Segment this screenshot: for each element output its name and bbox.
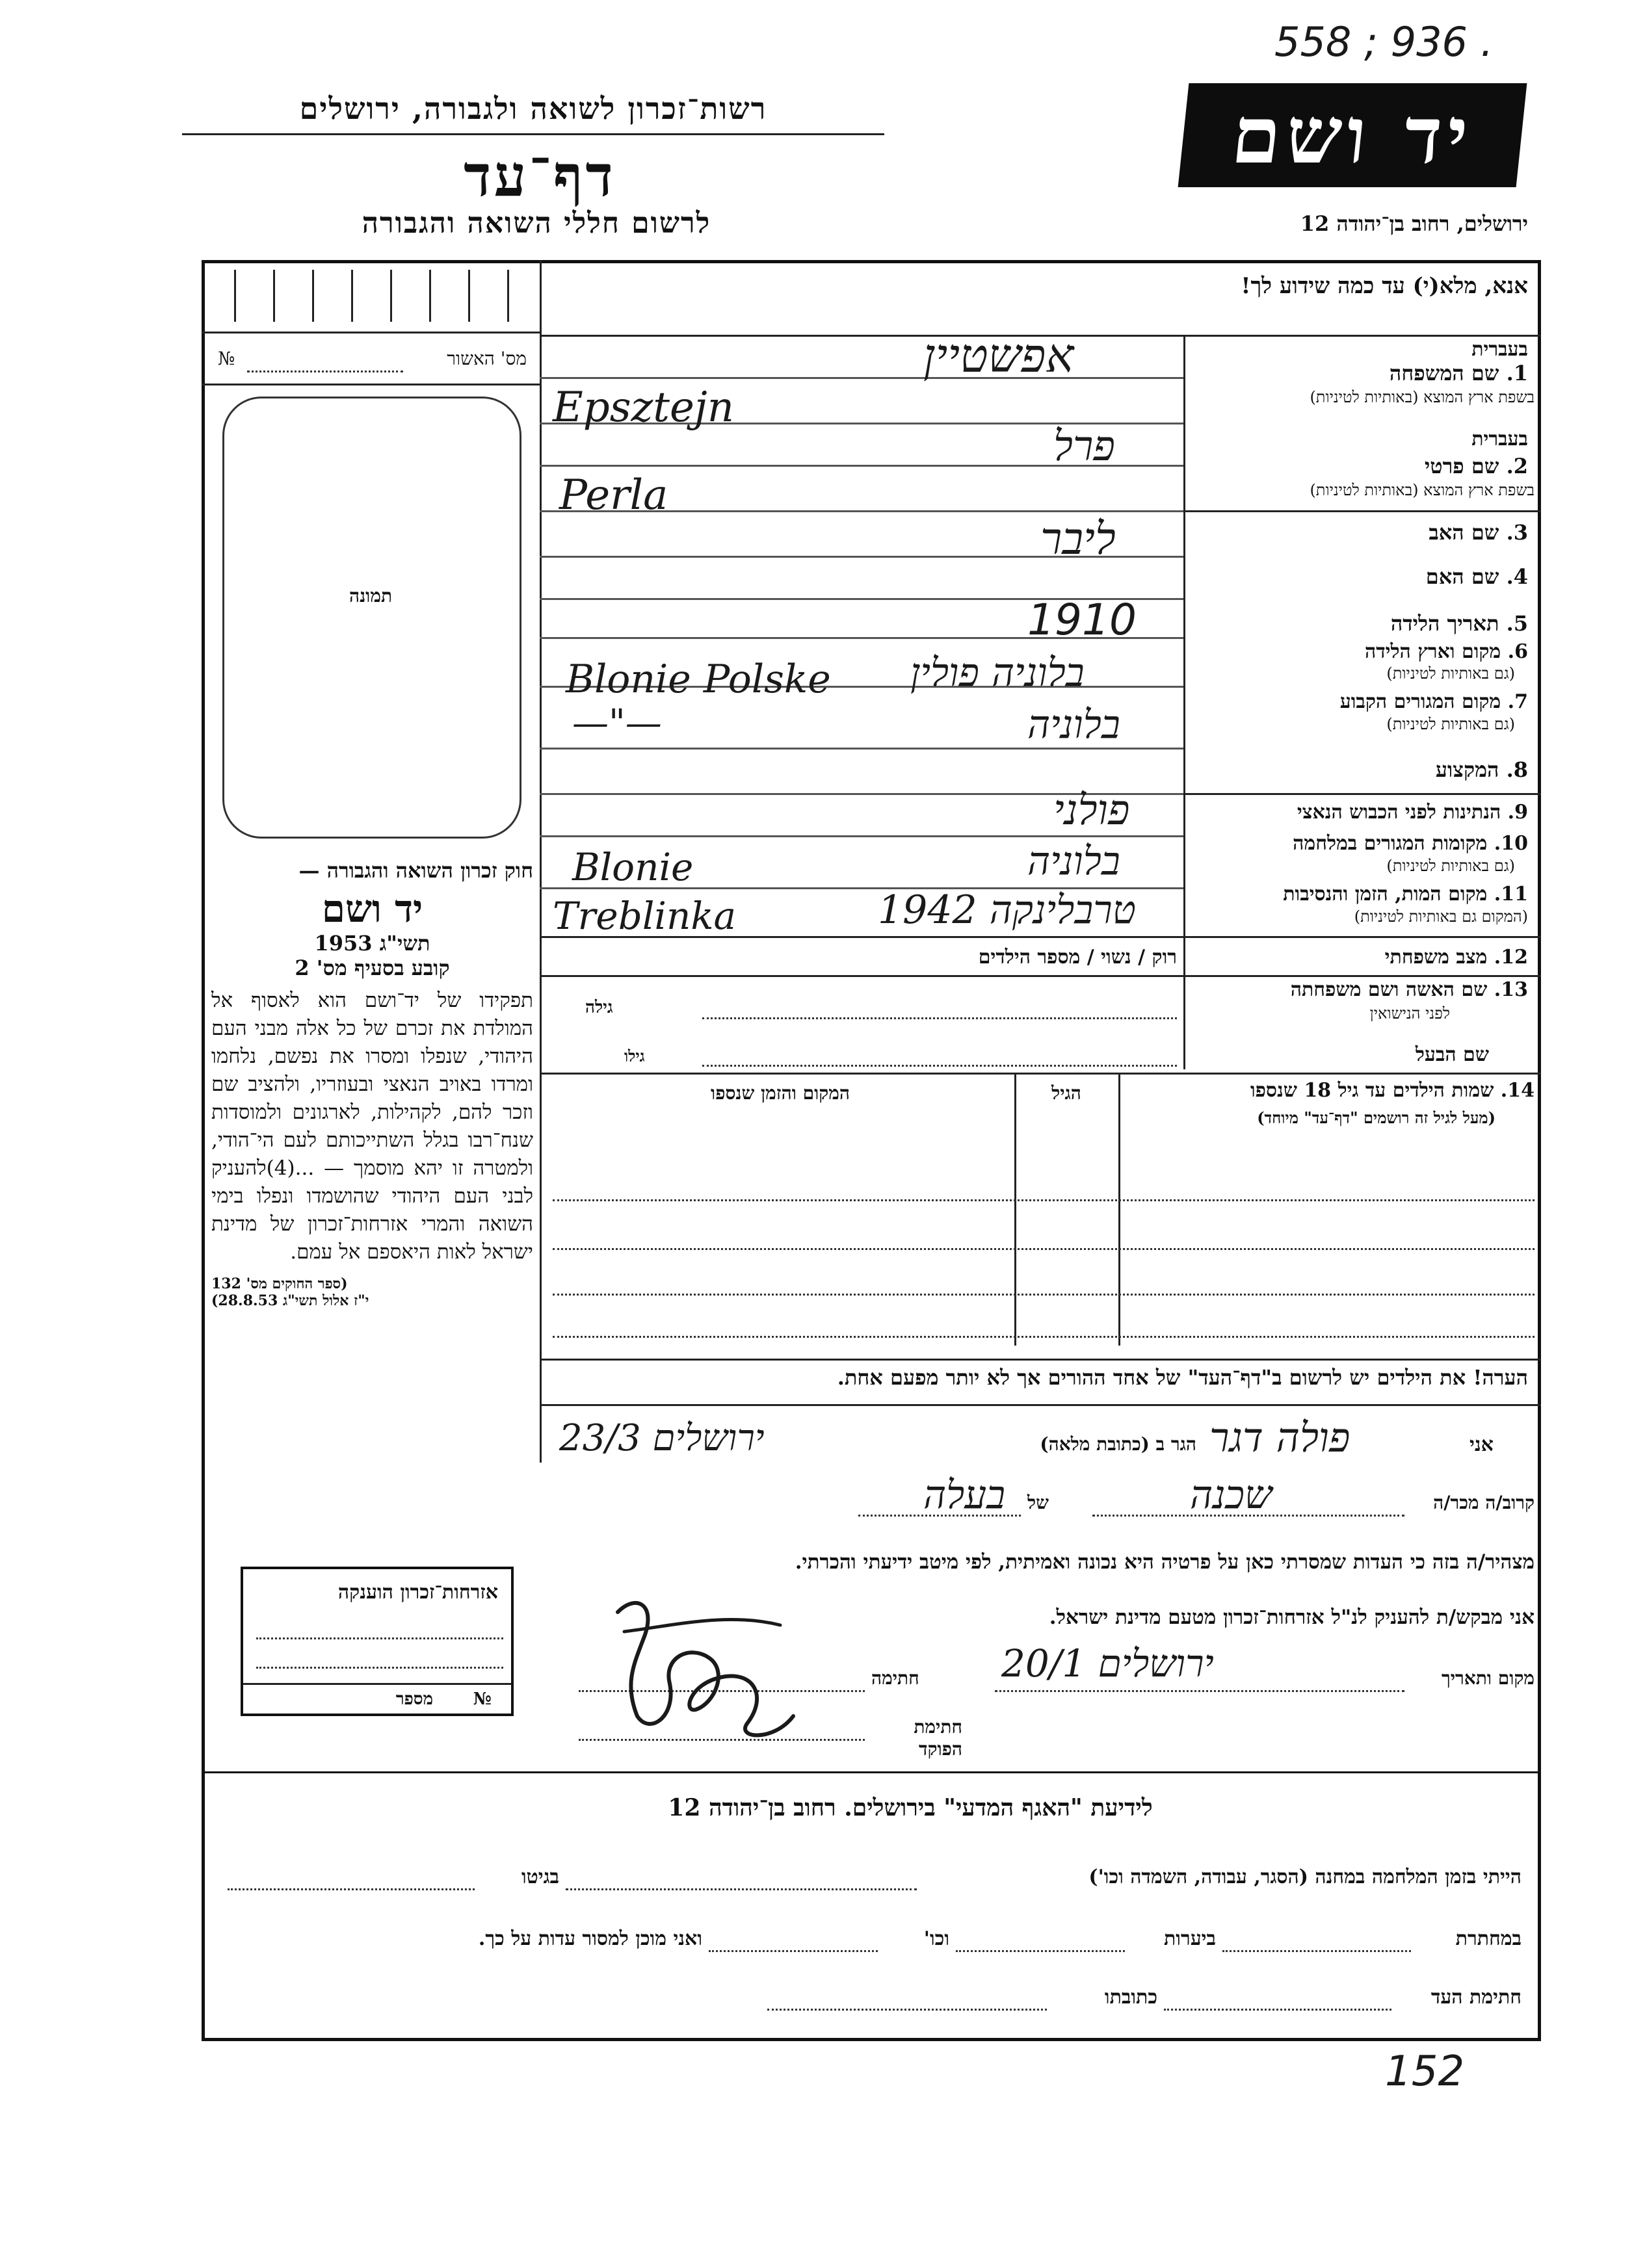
- field-10-label: 10. מקומות המגורים במלחמה: [1293, 832, 1528, 855]
- of-value: בעלה: [923, 1472, 1006, 1518]
- footer-ghetto-line: [228, 1888, 475, 1890]
- approval-no-sign: №: [218, 348, 235, 369]
- photo-label: תמונה: [349, 585, 393, 606]
- children-label: 14. שמות הילדים עד גיל 18 שנספו: [1250, 1079, 1535, 1102]
- children-bottom-rule: [540, 1359, 1541, 1361]
- citizenship-title: אזרחות־זכרון הוענקה: [337, 1581, 498, 1604]
- signature-scribble: [598, 1586, 819, 1755]
- footer-underground-line: [1222, 1950, 1411, 1952]
- declaration-of: של: [1027, 1492, 1049, 1513]
- wife-name-line: [702, 1017, 1177, 1019]
- reference-number: 558 ; 936 .: [1274, 18, 1494, 66]
- footer-willing-label: ואני מוכן למסור עדות על כך.: [478, 1927, 702, 1950]
- field-7-label: 7. מקום המגורים הקבוע: [1339, 690, 1528, 713]
- citizenship-no-sign: №: [473, 1689, 492, 1709]
- row-rule-13: [540, 1073, 1541, 1075]
- residence-hebrew-value: בלוניה: [1027, 702, 1120, 748]
- approval-label: מס' האשור: [447, 348, 527, 369]
- label-column-divider: [1183, 335, 1185, 1069]
- children-row-4: [553, 1336, 1535, 1338]
- citizenship-box: [241, 1567, 514, 1716]
- law-ref-1: (ספר החוקים מס' 132: [211, 1275, 348, 1292]
- footer-forests-line: [956, 1950, 1125, 1952]
- children-row-1: [553, 1199, 1535, 1201]
- children-sub: (מעל לגיל זה רושמים "דף־עד" מיוחד): [1257, 1108, 1496, 1127]
- field-2-label: 2. שם פרטי: [1424, 454, 1528, 478]
- death-place-latin-value: Treblinka: [553, 894, 737, 938]
- footer-underground-label: במחתרת: [1455, 1927, 1522, 1950]
- note-bottom-rule: [540, 1404, 1541, 1406]
- firstname-latin-value: Perla: [559, 471, 668, 519]
- children-note: הערה! את הילדים יש לרשום ב"דף־העד" של אחד ההורים אך לא יותר מפעם אחת.: [837, 1365, 1528, 1390]
- footer-etc-label: וכו': [923, 1927, 949, 1950]
- birthplace-hebrew-value: בלוניה פולין: [910, 650, 1085, 696]
- field-6-sub: (גם באותיות לטיניות): [1386, 664, 1515, 683]
- surname-latin-value: Epsztejn: [553, 384, 734, 432]
- address: ירושלים, רחוב בן־יהודה 12: [1300, 211, 1528, 236]
- wartime-residence-hebrew-value: בלוניה: [1027, 839, 1120, 884]
- declaration-i: אני: [1469, 1433, 1494, 1456]
- husband-name-line: [702, 1065, 1177, 1067]
- marital-status-options: רוק / נשוי / מספר הילדים: [978, 946, 1177, 969]
- children-row-3: [553, 1294, 1535, 1296]
- husband-label: שם הבעל: [1415, 1043, 1489, 1066]
- death-place-hebrew-value: טרבלינקה 1942: [878, 887, 1136, 933]
- citizenship-line-1: [256, 1637, 503, 1639]
- footer-camp-label: הייתי בזמן המלחמה במחנה (הסגר, עבודה, השמדה וכו'): [1088, 1866, 1522, 1888]
- father-name-value: ליבר: [1040, 514, 1116, 565]
- footer-witness-signature-label: חתימת העד: [1430, 1986, 1522, 2009]
- field-8-label: 8. המקצוע: [1435, 757, 1528, 782]
- label-rule-2: [1183, 510, 1541, 512]
- field-10-sub: (גם באותיות לטיניות): [1386, 857, 1515, 875]
- request-line: אנא, מלא(י) עד כמה שידוע לך!: [1241, 273, 1528, 299]
- residence-latin-value: —"—: [572, 702, 662, 744]
- footer-address-line: [767, 2009, 1047, 2011]
- children-age-header: הגיל: [1051, 1082, 1081, 1104]
- declaration-bottom-rule: [202, 1771, 1541, 1773]
- declarant-name-value: פולה דגר: [1209, 1414, 1351, 1461]
- header-rule: [182, 133, 884, 135]
- law-clause: קובע בסעיף מס' 2: [295, 956, 450, 980]
- law-body: תפקידו של יד־ושם הוא לאסוף אל המולדת את זכרם של כל אלה מבני העם היהודי, שנפלו ומסרו את נפשם, נלחמו ומרדו באויב הנאצי ובעוזריו, ולהציב שם וזכר להם, לקהילות, לארגונים ולמוסדות שנח־רבו בגלל השתייכותם לעם הי־הודי, ולמטרה זו יהא מוסמך — ...(4)להעניק לבני העם היהודי שהושמדו ונפלו בימי השואה והמרי אזרחות־זכרון של מדינת ישראל לאות היאספם אל עמם.: [211, 989, 533, 1264]
- photo-area: [222, 397, 521, 839]
- firstname-hebrew-value: פרל: [1053, 423, 1115, 471]
- declaration-relative: קרוב/ה מכר/ה: [1433, 1492, 1535, 1513]
- field-4-label: 4. שם האם: [1425, 564, 1528, 589]
- field-1-sub: בשפת ארץ המוצא (באותיות לטיניות): [1310, 388, 1535, 406]
- footer-address-label: כתובתו: [1104, 1986, 1157, 2009]
- birthplace-latin-value: Blonie Polske: [566, 657, 831, 702]
- footer-ghetto-label: בגיטו: [521, 1866, 559, 1888]
- field-7-sub: (גם באותיות לטיניות): [1386, 715, 1515, 733]
- law-ref-2: י"ז אלול תשי"ג 28.8.53): [211, 1292, 369, 1309]
- footer-etc-line: [709, 1950, 878, 1952]
- left-column-divider: [540, 260, 542, 1463]
- field-11-label: 11. מקום המות, הזמן והנסיבות: [1283, 883, 1528, 906]
- page-number: 152: [1385, 2048, 1465, 2096]
- children-row-2: [553, 1248, 1535, 1250]
- approval-top-rule: [202, 332, 540, 333]
- yad-vashem-logo: יד ושם: [1178, 83, 1527, 187]
- children-col-divider-1: [1014, 1073, 1016, 1346]
- children-place-header: המקום והזמן שנספו: [711, 1082, 850, 1104]
- field-5-label: 5. תאריך הלידה: [1390, 611, 1528, 636]
- approval-number-line: [247, 371, 403, 372]
- field-13-sub: לפני הנישואין: [1369, 1004, 1450, 1023]
- children-col-divider-2: [1118, 1073, 1120, 1346]
- footer-camp-line: [566, 1888, 917, 1890]
- birth-date-value: 1910: [1027, 595, 1137, 645]
- declaration-resides: הגר ב (כתובת מלאה): [1040, 1433, 1196, 1455]
- form-subtitle: לרשום חללי השואה והגבורה: [362, 207, 711, 240]
- line-1a: [540, 377, 1183, 379]
- wartime-residence-latin-value: Blonie: [572, 845, 694, 889]
- footer-witness-signature-line: [1164, 2009, 1391, 2011]
- surname-hebrew-value: אפשטיין: [923, 328, 1074, 383]
- field-1-heb-tag: בעברית: [1471, 338, 1528, 361]
- wife-age-label: גילה: [585, 998, 613, 1017]
- approval-bottom-rule: [202, 384, 540, 385]
- field-12-label: 12. מצב משפחתי: [1384, 946, 1528, 969]
- field-6-label: 6. מקום וארץ הלידה: [1364, 640, 1528, 663]
- signature-label: חתימה: [871, 1667, 919, 1689]
- field-2-heb-tag: בעברית: [1471, 428, 1528, 450]
- authority-line: רשות־זכרון לשואה ולגבורה, ירושלים: [299, 91, 767, 126]
- law-panel: [211, 858, 533, 1309]
- nationality-value: פולני: [1053, 787, 1130, 835]
- declarant-address-value: ירושלים 23/3: [559, 1417, 765, 1459]
- place-date-line: [995, 1690, 1404, 1692]
- line-9: [540, 835, 1183, 837]
- field-3-label: 3. שם האב: [1429, 520, 1528, 545]
- declaration-statement: מצהיר/ה בזה כי העדות שמסרתי כאן על פרטיה היא נכונה ואמיתית, לפי מיטב ידיעתי והכרתי.: [795, 1550, 1535, 1574]
- law-name: יד ושם: [321, 887, 423, 931]
- footer-title: לידיעת "האגף המדעי" בירושלים. רחוב בן־יהודה 12: [668, 1794, 1153, 1821]
- declaration-request: אני מבקש/ת להעניק לנ"ל אזרחות־זכרון מטעם מדינת ישראל.: [1049, 1606, 1535, 1629]
- filing-ticks: [215, 270, 533, 322]
- citizenship-line-2: [256, 1667, 503, 1669]
- officer-label: חתימת הפוקד: [914, 1716, 962, 1760]
- citizenship-number-label: מספר: [395, 1689, 433, 1709]
- line-7: [540, 748, 1183, 749]
- field-1-label: 1. שם המשפחה: [1389, 361, 1528, 385]
- field-2-sub: בשפת ארץ המוצא (באותיות לטיניות): [1310, 481, 1535, 499]
- field-13-label: 13. שם האשה ושם משפחתה: [1290, 978, 1528, 1001]
- place-date-value: ירושלים 20/1: [1001, 1641, 1214, 1686]
- relation-line: [1092, 1515, 1404, 1517]
- label-rule-8: [1183, 793, 1541, 795]
- of-line: [858, 1515, 1021, 1517]
- field-11-sub: (המקום גם באותיות לטיניות): [1354, 907, 1528, 926]
- relation-value: שכנה: [1190, 1472, 1272, 1518]
- citizenship-rule: [243, 1683, 511, 1685]
- form-title: דף־עד: [464, 142, 616, 209]
- place-date-label: מקום ותאריך: [1441, 1667, 1535, 1689]
- row-rule-12: [540, 975, 1541, 977]
- husband-age-label: גילו: [624, 1047, 645, 1065]
- law-year: תשי"ג 1953: [314, 931, 430, 956]
- field-9-label: 9. הנתינות לפני הכבוש הנאצי: [1297, 801, 1528, 824]
- footer-forests-label: ביערות: [1163, 1927, 1216, 1950]
- law-title: חוק זכרון השואה והגבורה —: [298, 858, 533, 883]
